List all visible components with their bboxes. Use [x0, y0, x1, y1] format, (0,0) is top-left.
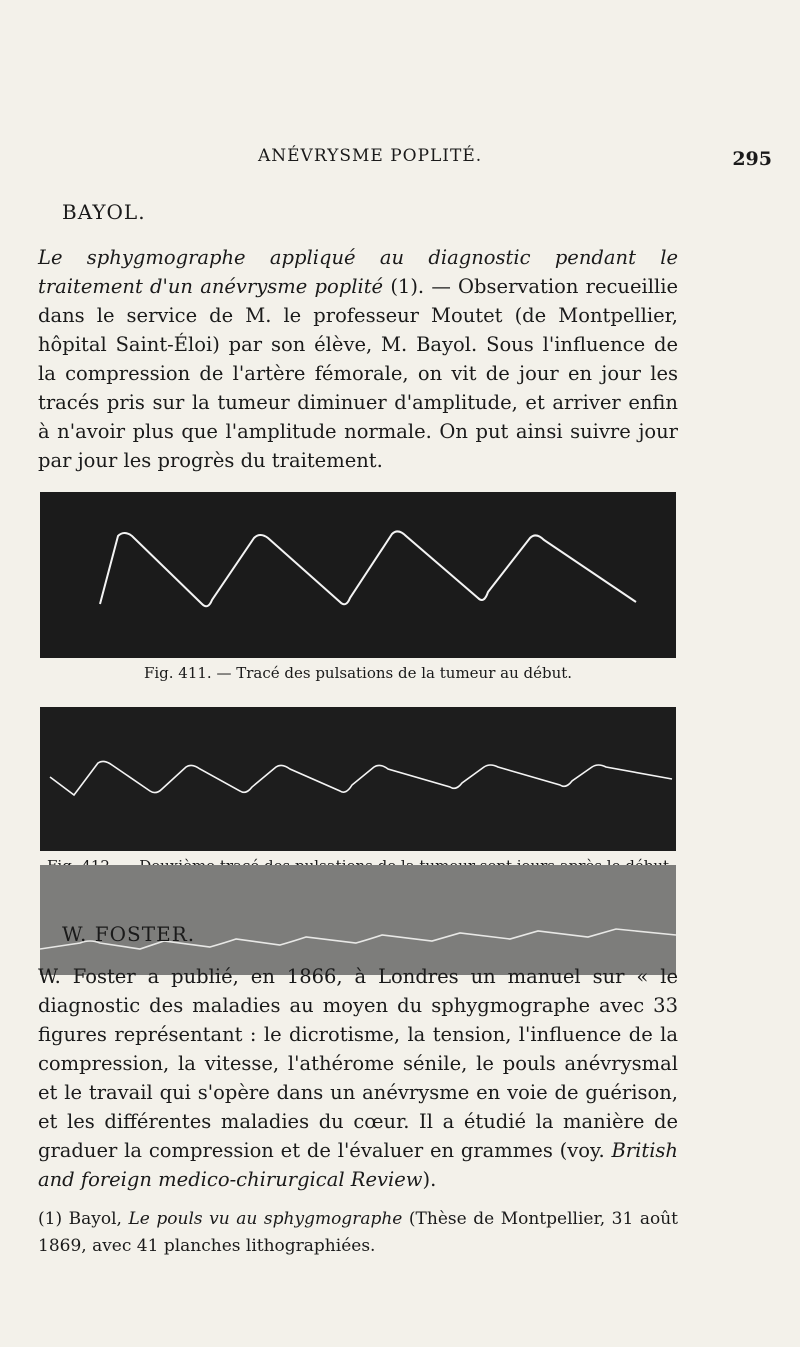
footnote-title: Le pouls vu au sphygmographe	[128, 1209, 403, 1229]
pulse-trace-411	[40, 492, 676, 658]
footnote-text: (Thèse de Montpellier, 31 août 1869, avec 41 planches lithographiées.	[38, 1209, 678, 1256]
paragraph-italic-title: Le sphygmographe appliqué au diagnostic pendant le traitement d'un anévrysme poplité	[38, 246, 678, 298]
pulse-trace-412	[40, 707, 676, 851]
footnote	[38, 1206, 678, 1260]
footnote-marker: (1) Bayol,	[38, 1209, 129, 1229]
section-heading-foster: W. FOSTER.	[62, 922, 196, 946]
figure-412-trace	[40, 707, 676, 851]
trace-line-412	[50, 761, 672, 795]
figure-413-trace	[40, 865, 676, 975]
paragraph-foster-text: W. Foster a publié, en 1866, à Londres un manuel sur « le diagnostic des maladies au moyen du sphygmographe avec 33 figures représentant : le dicrotisme, la tension, l'influence de la compression, la vitesse, l'athérome sénile, le pouls anévrysmal et le travail qui s'opère dans un anévrysme en voie de guérison, et les différentes maladies du cœur. Il a étudié la manière de graduer la compression et de l'évaluer en grammes (voy.	[38, 965, 678, 1162]
paragraph-foster	[38, 962, 678, 1194]
trace-line-411	[100, 531, 636, 606]
pulse-trace-413	[40, 865, 676, 975]
paragraph-sphygmographe	[38, 243, 678, 475]
page-number: 295	[732, 148, 772, 170]
footnote-reference: (1).	[390, 275, 425, 298]
running-title: ANÉVRYSME POPLITÉ.	[258, 146, 483, 166]
figure-411-caption: Fig. 411. — Tracé des pulsations de la tumeur au début.	[143, 664, 573, 682]
figure-411-trace	[40, 492, 676, 658]
section-heading-bayol: BAYOL.	[62, 200, 146, 224]
paragraph-text: — Observation recueillie dans le service de M. le professeur Moutet (de Montpellier, hôpital Saint-Éloi) par son élève, M. Bayol. Sous l'influence de la compression de l'artère fémorale, on vit de jour en jour les tracés pris sur la tumeur diminuer d'amplitude, et arriver enfin à n'avoir plus que l'amplitude normale. On put ainsi suivre jour par jour les progrès du traitement.	[38, 275, 678, 472]
paragraph-foster-end: ).	[422, 1168, 437, 1191]
journal-title: British and foreign medico-chirurgical Review	[38, 1139, 678, 1191]
running-head	[0, 146, 800, 170]
